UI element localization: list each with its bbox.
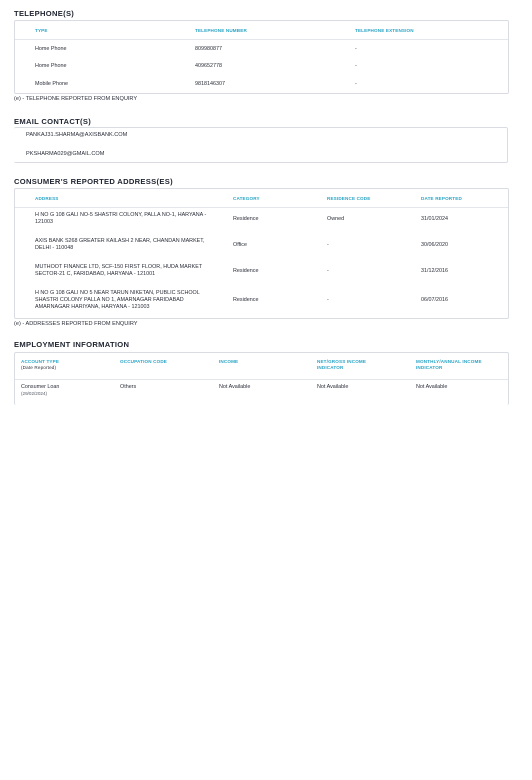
telephones-note: (e) - TELEPHONE REPORTED FROM ENQUIRY <box>14 96 138 102</box>
phone-number: 409652778 <box>195 63 222 69</box>
phone-type: Home Phone <box>35 46 67 52</box>
employment-income: Not Available <box>219 384 251 390</box>
phone-extension: - <box>355 63 357 69</box>
col-header-residence-code: RESIDENCE CODE <box>327 196 371 201</box>
emails-title: EMAIL CONTACT(S) <box>14 117 92 126</box>
col-header-date-reported: DATE REPORTED <box>421 196 462 201</box>
email-item: PKSHARMA029@GMAIL.COM <box>26 151 105 157</box>
header-divider <box>15 379 508 380</box>
address-residence-code: - <box>327 242 329 248</box>
address-category: Residence <box>233 268 259 274</box>
phone-extension: - <box>355 81 357 87</box>
address-category: Office <box>233 242 247 248</box>
col-header-monthly-annual-indicator: MONTHLY/ANNUAL INCOME INDICATOR <box>416 359 482 370</box>
address-residence-code: - <box>327 268 329 274</box>
col-header-category: CATEGORY <box>233 196 260 201</box>
employment-occupation: Others <box>120 384 137 390</box>
address-date-reported: 31/12/2016 <box>421 268 448 274</box>
col-header-account-type <box>21 359 59 370</box>
address-text: H NO G 108 GALI NO-5 SHASTRI COLONY, PALLA NO-1, HARYANA - 121003 <box>35 212 207 226</box>
phone-type: Home Phone <box>35 63 67 69</box>
phone-number: 9818146307 <box>195 81 225 87</box>
employment-account-type <box>21 384 59 396</box>
address-date-reported: 06/07/2016 <box>421 297 448 303</box>
address-text: MUTHOOT FINANCE LTD, SCF-150 FIRST FLOOR, HUDA MARKET SECTOR-21 C, FARIDABAD, HARYANA - 121001 <box>35 264 203 278</box>
address-residence-code: Owned <box>327 216 345 222</box>
employment-net-gross: Not Available <box>317 384 349 390</box>
address-category: Residence <box>233 216 259 222</box>
telephones-table <box>14 20 509 94</box>
account-type-label: ACCOUNT TYPE <box>21 359 60 364</box>
employment-table <box>14 352 509 405</box>
date-reported-label: (Date Reported) <box>21 364 57 370</box>
col-header-type: TYPE <box>35 28 48 33</box>
email-item: PANKAJ31.SHARMA@AXISBANK.COM <box>26 132 128 138</box>
employment-title: EMPLOYMENT INFORMATION <box>14 340 130 349</box>
addresses-table <box>14 188 509 319</box>
phone-type: Mobile Phone <box>35 81 68 87</box>
account-type-value: Consumer Loan <box>21 384 60 390</box>
col-header-telephone-number: TELEPHONE NUMBER <box>195 28 247 33</box>
phone-extension: - <box>355 46 357 52</box>
col-header-telephone-extension: TELEPHONE EXTENSION <box>355 28 414 33</box>
col-header-occupation-code: OCCUPATION CODE <box>120 359 167 364</box>
date-reported-value: (29/02/2024) <box>21 391 48 397</box>
address-date-reported: 31/01/2024 <box>421 216 448 222</box>
address-residence-code: - <box>327 297 329 303</box>
header-divider <box>15 207 508 208</box>
col-header-address: ADDRESS <box>35 196 59 201</box>
address-text: H NO G 108 GALI NO 5 NEAR TARUN NIKETAN, PUBLIC SCHOOL SHASTRI COLONY PALLA NO 1, AMARNAGAR FARIDABAD AMARNAGAR HARIYANA, HARYANA - 121003 <box>35 290 200 311</box>
address-date-reported: 30/06/2020 <box>421 242 448 248</box>
addresses-title: CONSUMER'S REPORTED ADDRESS(ES) <box>14 177 173 186</box>
col-header-net-gross-indicator: NET/GROSS INCOME INDICATOR <box>317 359 367 370</box>
phone-number: 809980877 <box>195 46 222 52</box>
employment-monthly-annual: Not Available <box>416 384 448 390</box>
addresses-note: (e) - ADDRESSES REPORTED FROM ENQUIRY <box>14 321 138 327</box>
telephones-title: TELEPHONE(S) <box>14 9 75 18</box>
header-divider <box>15 39 508 40</box>
col-header-income: INCOME <box>219 359 239 364</box>
address-text: AXIS BANK S268 GREATER KAILASH 2 NEAR, CHANDAN MARKET, DELHI - 110048 <box>35 238 205 252</box>
address-category: Residence <box>233 297 259 303</box>
